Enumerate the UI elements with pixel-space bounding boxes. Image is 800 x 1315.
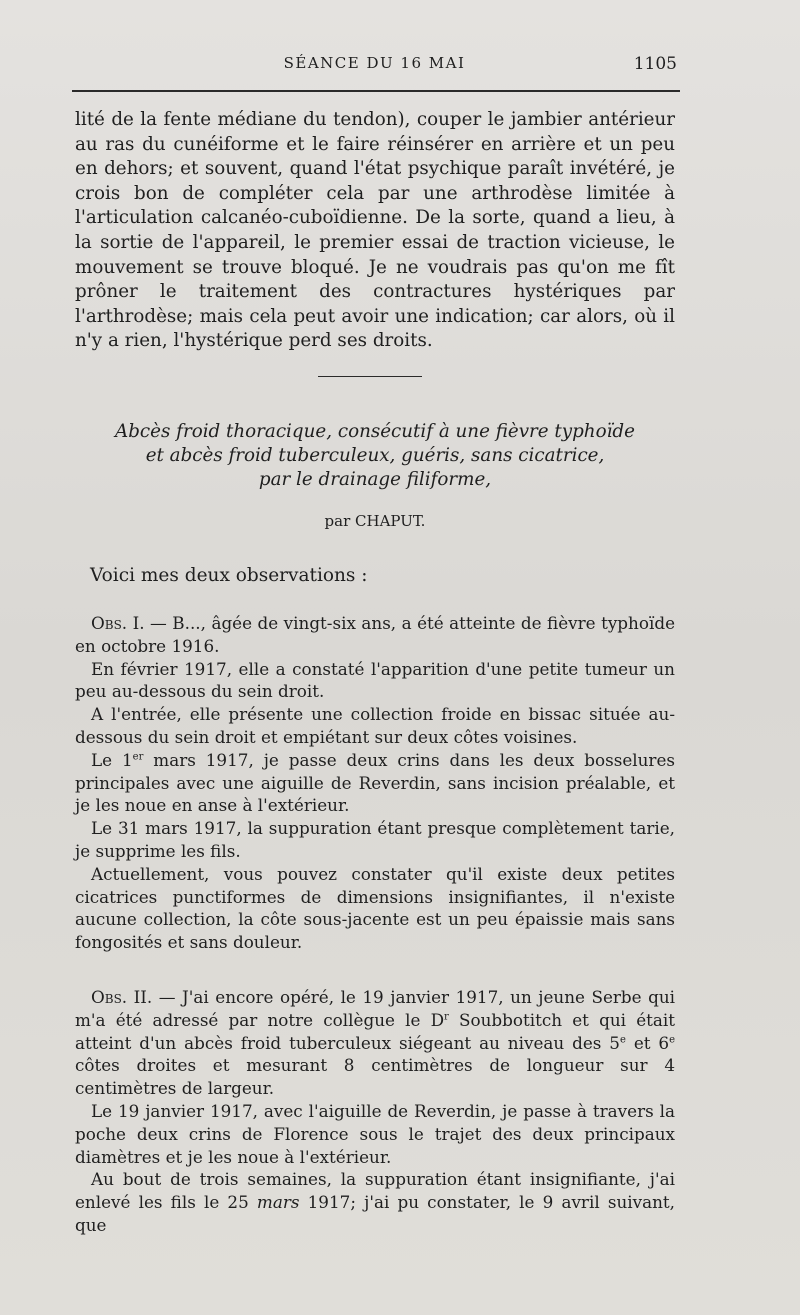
page-number: 1105 bbox=[633, 54, 677, 74]
article-title bbox=[75, 420, 675, 492]
obs2-paragraph-1: Obs. II. — J'ai encore opéré, le 19 janvier 1917, un jeune Serbe qui m'a été adressé par notre collègue le $D^r$ Soubbotitch et qui était atteint d'un abcès froid tuberculeux siégeant au niveau des 5e et 6e côtes droites et mesurant 8 centimètres de longueur sur 4 centimètres de largeur. bbox=[75, 987, 676, 1099]
obs1-paragraph-6: Actuellement, vous pouvez constater qu'il existe deux petites cicatrices punctiformes de dimensions insignifiantes, il n'existe aucune collection, la côte sous-jacente est un peu épaissie mais sans fongosités et sans douleur. bbox=[75, 863, 675, 953]
author-line: par CHAPUT. bbox=[324, 512, 426, 530]
observation-1 bbox=[75, 612, 675, 954]
obs1-paragraph-3: A l'entrée, elle présente une collection froide en bissac située au-dessous du sein droit et empiétant sur deux côtes voisines. bbox=[75, 704, 675, 747]
obs2-paragraph-3: Au bout de trois semaines, la suppuration étant insignifiante, j'ai enlevé les fils le 25 mars 1917; j'ai pu constater, le 9 avril suivant, que bbox=[75, 1169, 675, 1235]
obs1-paragraph-2: En février 1917, elle a constaté l'apparition d'une petite tumeur un peu au-dessous du sein droit. bbox=[75, 658, 675, 702]
obs2-label: Obs. II. bbox=[91, 987, 153, 1007]
observation-2 bbox=[75, 986, 675, 1237]
continued-paragraph bbox=[75, 108, 675, 354]
intro-line: Voici mes deux observations : bbox=[90, 565, 368, 586]
title-line-1: Abcès froid thoracique, consécutif à une fièvre typhoïde bbox=[115, 421, 635, 442]
running-title: SÉANCE DU 16 MAI bbox=[283, 54, 466, 72]
obs1-label: Obs. I. bbox=[91, 613, 145, 633]
title-line-2: et abcès froid tuberculeux, guéris, sans cicatrice, bbox=[145, 445, 605, 466]
section-separator bbox=[318, 376, 422, 377]
obs2-paragraph-2: Le 19 janvier 1917, avec l'aiguille de Reverdin, je passe à travers la poche deux crins de Florence sous le trajet des deux principaux diamètres et je les noue à l'extérieur. bbox=[75, 1100, 675, 1167]
page-header bbox=[72, 54, 677, 82]
paragraph-text: lité de la fente médiane du tendon), couper le jambier antérieur au ras du cunéiforme et le faire réinsérer en arrière et un peu en dehors; et souvent, quand l'état psychique paraît invétéré, je crois bon de compléter cela par une arthrodèse limitée à l'articulation calcanéo-cuboïdienne. De la sorte, quand a lieu, à la sortie de l'appareil, le premier essai de traction vicieuse, le mouvement se trouve bloqué. Je ne voudrais pas qu'on me fît prôner le traitement des contractures hystériques par l'arthrodèse; mais cela peut avoir une indication; car alors, où il n'y a rien, l'hystérique perd ses droits. bbox=[75, 109, 675, 352]
obs1-paragraph-4: Le 1er mars 1917, je passe deux crins dans les deux bosselures principales avec une aiguille de Reverdin, sans incision préalable, et je les noue en anse à l'extérieur. bbox=[75, 749, 675, 816]
header-rule bbox=[72, 90, 680, 92]
title-line-3: par le drainage filiforme, bbox=[258, 469, 492, 490]
obs1-paragraph-1: Obs. I. — B..., âgée de vingt-six ans, a été atteinte de fièvre typhoïde en octobre 1916. bbox=[75, 613, 675, 656]
obs1-paragraph-5: Le 31 mars 1917, la suppuration étant presque complètement tarie, je supprime les fils. bbox=[75, 818, 675, 861]
